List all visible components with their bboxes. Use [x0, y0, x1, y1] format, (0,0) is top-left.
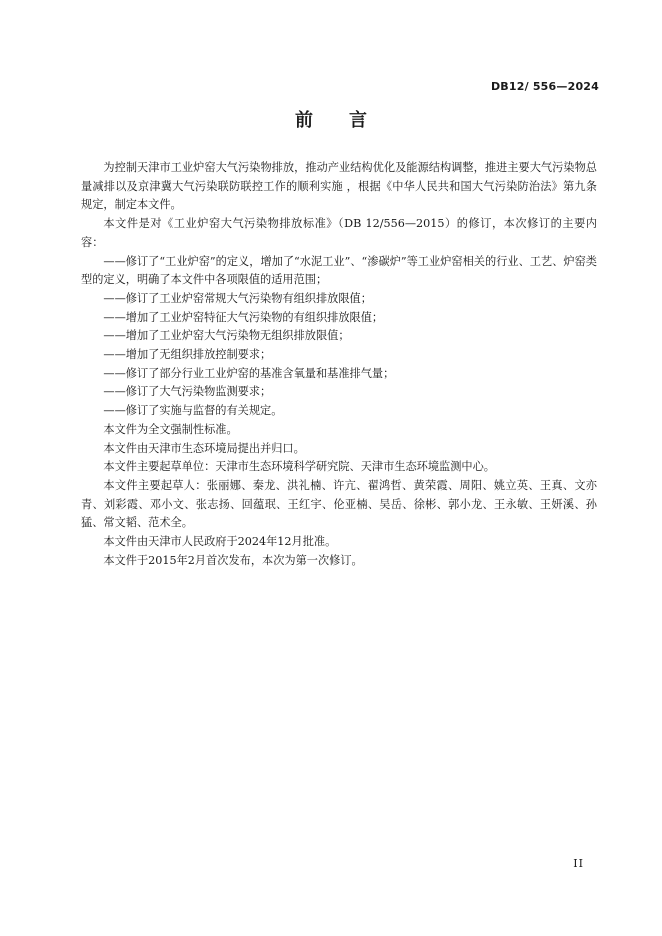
- paragraph: ——增加了无组织排放控制要求；: [103, 348, 272, 362]
- paragraph: 本文件主要起草人：张丽娜、秦龙、洪礼楠、许亢、翟鸿哲、黄荣霞、周阳、姚立英、王真、文亦青、刘彩霞、邓小文、张志扬、回蕴珉、王红宇、伦亚楠、吴岳、徐彬、郭小龙、王永敏、王妍溪、孙猛、常文韬、范术全。: [81, 478, 597, 530]
- paragraph: ——修订了部分行业工业炉窑的基准含氧量和基准排气量；: [103, 366, 395, 380]
- paragraph: 本文件于2015年2月首次发布，本次为第一次修订。: [103, 553, 363, 567]
- paragraph: ——修订了大气污染物监测要求；: [103, 385, 272, 399]
- foreword-body: [81, 159, 597, 570]
- page-number: II: [573, 857, 584, 870]
- section-title: 前 言: [295, 110, 367, 131]
- paragraph: ——增加了工业炉窑特征大气污染物的有组织排放限值；: [103, 310, 384, 324]
- paragraph: 本文件由天津市生态环境局提出并归口。: [103, 441, 305, 455]
- paragraph: ——修订了“工业炉窑”的定义，增加了“水泥工业”、“渗碳炉”等工业炉窑相关的行业、工艺、炉窑类型的定义，明确了本文件中各项限值的适用范围；: [81, 254, 597, 287]
- paragraph: ——修订了实施与监督的有关规定。: [103, 404, 283, 418]
- paragraph: 本文件是对《工业炉窑大气污染物排放标准》（DB 12/556—2015）的修订，本次修订的主要内容：: [81, 217, 597, 249]
- paragraph: 本文件为全文强制性标准。: [103, 422, 238, 436]
- paragraph: ——增加了工业炉窑大气污染物无组织排放限值；: [103, 329, 350, 343]
- paragraph: 本文件主要起草单位：天津市生态环境科学研究院、天津市生态环境监测中心。: [103, 460, 495, 474]
- paragraph: ——修订了工业炉窑常规大气污染物有组织排放限值；: [103, 291, 372, 305]
- paragraph: 本文件由天津市人民政府于2024年12月批准。: [103, 535, 337, 549]
- document-code: DB12/ 556—2024: [490, 80, 599, 93]
- paragraph: 为控制天津市工业炉窑大气污染物排放，推动产业结构优化及能源结构调整，推进主要大气污染物总量减排以及京津冀大气污染联防联控工作的顺利实施 ，根据《中华人民共和国大气污染防治法》第九条规定，制定本文件。: [81, 161, 597, 212]
